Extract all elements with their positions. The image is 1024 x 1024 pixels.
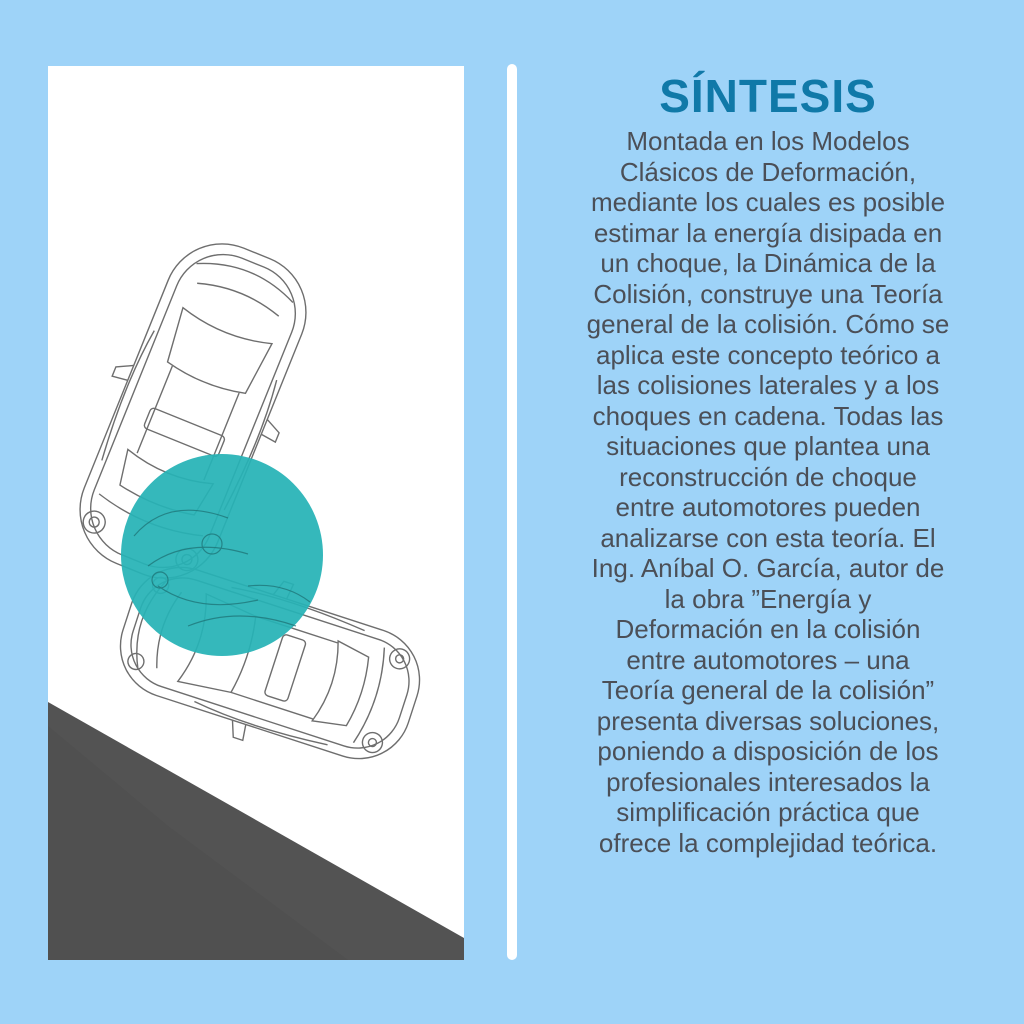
paragraph-line: Deformación en la colisión [615, 614, 921, 644]
paragraph-line: Ing. Aníbal O. García, autor de [591, 553, 945, 583]
paragraph-line: analizarse con esta teoría. El [600, 522, 936, 553]
vertical-divider [507, 64, 517, 960]
paragraph-line: reconstrucción de choque [619, 461, 917, 492]
paragraph-line: entre automotores pueden [615, 492, 921, 522]
paragraph-line: aplica este concepto teórico a [596, 339, 940, 370]
paragraph-line: ofrece la complejidad teórica. [598, 827, 938, 858]
paragraph-line: general de la colisión. Cómo se [586, 309, 950, 339]
impact-circle [121, 454, 323, 656]
paragraph-line: profesionales interesados la [606, 766, 930, 797]
page-title: SÍNTESIS [659, 70, 877, 122]
paragraph-line: Colisión, construye una Teoría [593, 278, 943, 309]
paragraph-line: la obra ”Energía y [664, 583, 872, 614]
paragraph-line: Clásicos de Deformación, [619, 156, 917, 187]
illustration-panel [48, 66, 464, 960]
paragraph-line: situaciones que plantea una [606, 431, 930, 461]
paragraph-line: estimar la energía disipada en [593, 217, 943, 248]
synthesis-paragraph [548, 126, 988, 858]
paragraph-line: entre automotores – una [626, 644, 910, 675]
paragraph-line: Teoría general de la colisión” [601, 675, 935, 705]
paragraph-line: mediante los cuales es posible [590, 187, 946, 217]
paragraph-line: presenta diversas soluciones, [596, 705, 940, 736]
paragraph-line: choques en cadena. Todas las [592, 400, 944, 431]
collision-illustration [48, 66, 464, 960]
paragraph-line: Montada en los Modelos [626, 126, 910, 156]
paragraph-line: las colisiones laterales y a los [596, 370, 940, 400]
synthesis-section [548, 66, 988, 858]
paragraph-line: simplificación práctica que [616, 797, 920, 827]
paragraph-line: un choque, la Dinámica de la [600, 248, 936, 278]
paragraph-line: poniendo a disposición de los [597, 736, 939, 766]
